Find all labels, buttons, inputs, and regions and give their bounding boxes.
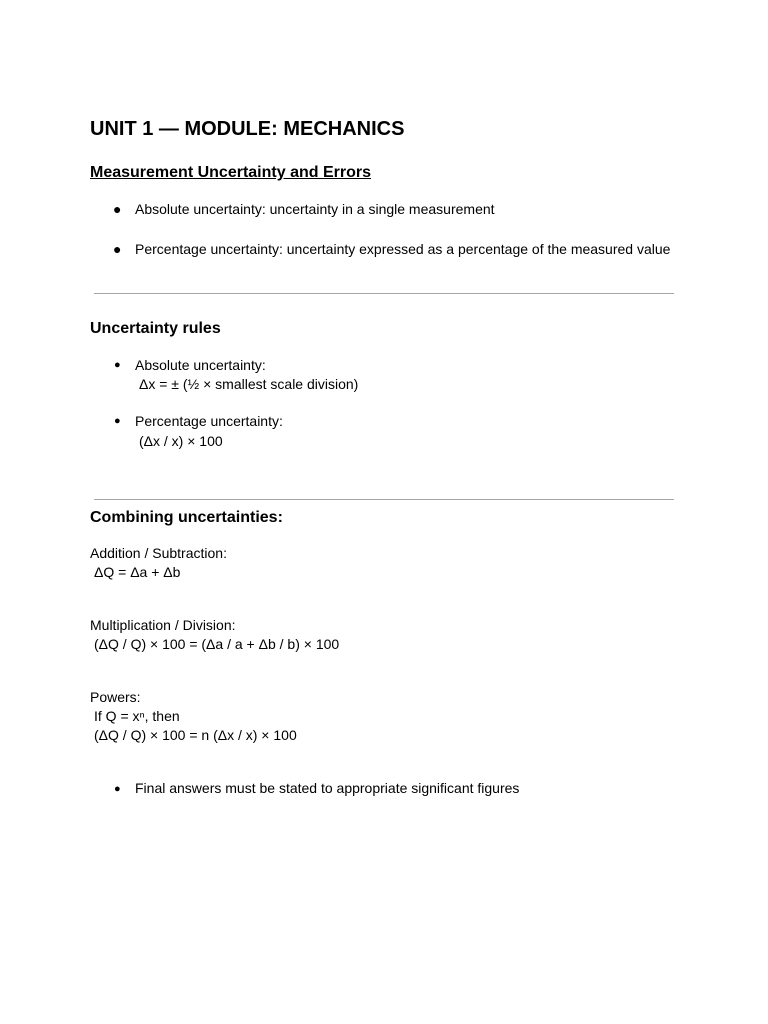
section-divider xyxy=(94,293,674,294)
section-heading-measurement: Measurement Uncertainty and Errors xyxy=(90,164,371,181)
final-answers-bullet: Final answers must be stated to appropriate significant figures xyxy=(135,780,520,796)
rule-percentage-formula: (Δx / x) × 100 xyxy=(139,433,223,449)
bullet-icon: ● xyxy=(114,415,121,427)
bullet-icon: ● xyxy=(113,201,122,217)
powers-formula: (ΔQ / Q) × 100 = n (Δx / x) × 100 xyxy=(94,727,297,743)
addition-label: Addition / Subtraction: xyxy=(90,545,227,561)
page-title: UNIT 1 — MODULE: MECHANICS xyxy=(90,118,405,140)
rule-percentage-label: Percentage uncertainty: xyxy=(135,413,283,429)
section-divider xyxy=(94,499,674,500)
multiplication-formula: (ΔQ / Q) × 100 = (Δa / a + Δb / b) × 100 xyxy=(94,636,340,652)
bullet-absolute-uncertainty: Absolute uncertainty: uncertainty in a single measurement xyxy=(135,201,495,217)
powers-label: Powers: xyxy=(90,689,141,705)
rule-absolute-label: Absolute uncertainty: xyxy=(135,357,266,373)
addition-formula: ΔQ = Δa + Δb xyxy=(94,564,181,580)
multiplication-label: Multiplication / Division: xyxy=(90,617,236,633)
bullet-icon: ● xyxy=(114,359,121,371)
bullet-percentage-uncertainty: Percentage uncertainty: uncertainty expressed as a percentage of the measured value xyxy=(135,241,671,257)
powers-condition: If Q = xⁿ, then xyxy=(94,708,180,724)
bullet-icon: ● xyxy=(114,783,121,795)
section-heading-uncertainty-rules: Uncertainty rules xyxy=(90,320,221,337)
rule-absolute-formula: Δx = ± (½ × smallest scale division) xyxy=(139,376,359,392)
bullet-icon: ● xyxy=(113,241,122,257)
section-heading-combining: Combining uncertainties: xyxy=(90,509,283,526)
